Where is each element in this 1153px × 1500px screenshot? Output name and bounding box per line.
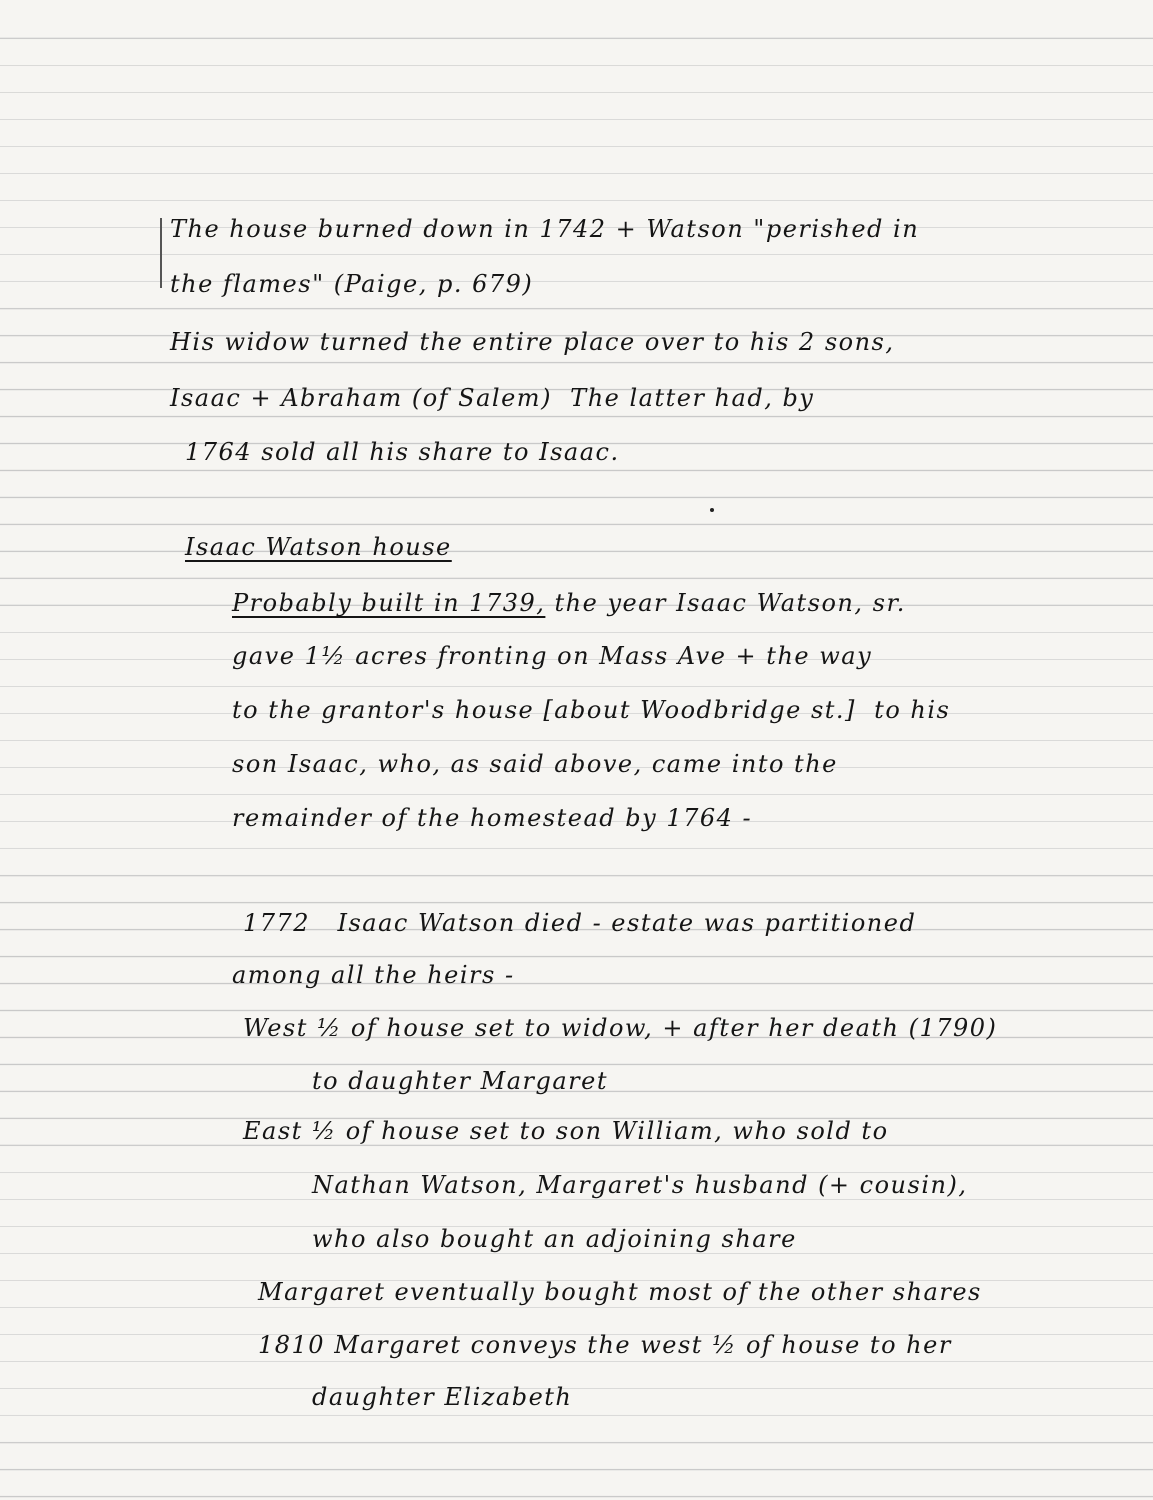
text-line: 1772 Isaac Watson died - estate was partitioned bbox=[243, 909, 917, 937]
text-line: Nathan Watson, Margaret's husband (+ cousin), bbox=[312, 1171, 968, 1199]
text-line: The house burned down in 1742 + Watson "perished in bbox=[170, 215, 920, 243]
section-heading: Isaac Watson house bbox=[185, 533, 452, 561]
text-line bbox=[232, 588, 906, 618]
underlined-phrase: Probably built in 1739, bbox=[232, 589, 546, 617]
margin-rule bbox=[160, 218, 162, 288]
text-line: Isaac + Abraham (of Salem) The latter had, by bbox=[170, 384, 815, 412]
text-line: remainder of the homestead by 1764 - bbox=[232, 804, 753, 832]
text-line: West ½ of house set to widow, + after her death (1790) bbox=[243, 1014, 998, 1042]
text-line: who also bought an adjoining share bbox=[312, 1225, 797, 1253]
text-line: East ½ of house set to son William, who sold to bbox=[243, 1117, 889, 1145]
text-line: the flames" (Paige, p. 679) bbox=[170, 270, 534, 298]
text-line: daughter Elizabeth bbox=[312, 1383, 573, 1411]
text-span: the year Isaac Watson, sr. bbox=[545, 589, 906, 617]
text-line: Margaret eventually bought most of the other shares bbox=[258, 1278, 982, 1306]
pen-mark bbox=[710, 508, 714, 512]
text-line: His widow turned the entire place over to his 2 sons, bbox=[170, 328, 895, 356]
text-line: gave 1½ acres fronting on Mass Ave + the way bbox=[232, 642, 873, 670]
text-line: 1810 Margaret conveys the west ½ of house to her bbox=[258, 1331, 952, 1359]
text-line: among all the heirs - bbox=[232, 961, 515, 989]
text-line: to the grantor's house [about Woodbridge st.] to his bbox=[232, 696, 951, 724]
text-line: son Isaac, who, as said above, came into the bbox=[232, 750, 838, 778]
text-line: 1764 sold all his share to Isaac. bbox=[185, 438, 620, 466]
text-line: to daughter Margaret bbox=[312, 1067, 608, 1095]
